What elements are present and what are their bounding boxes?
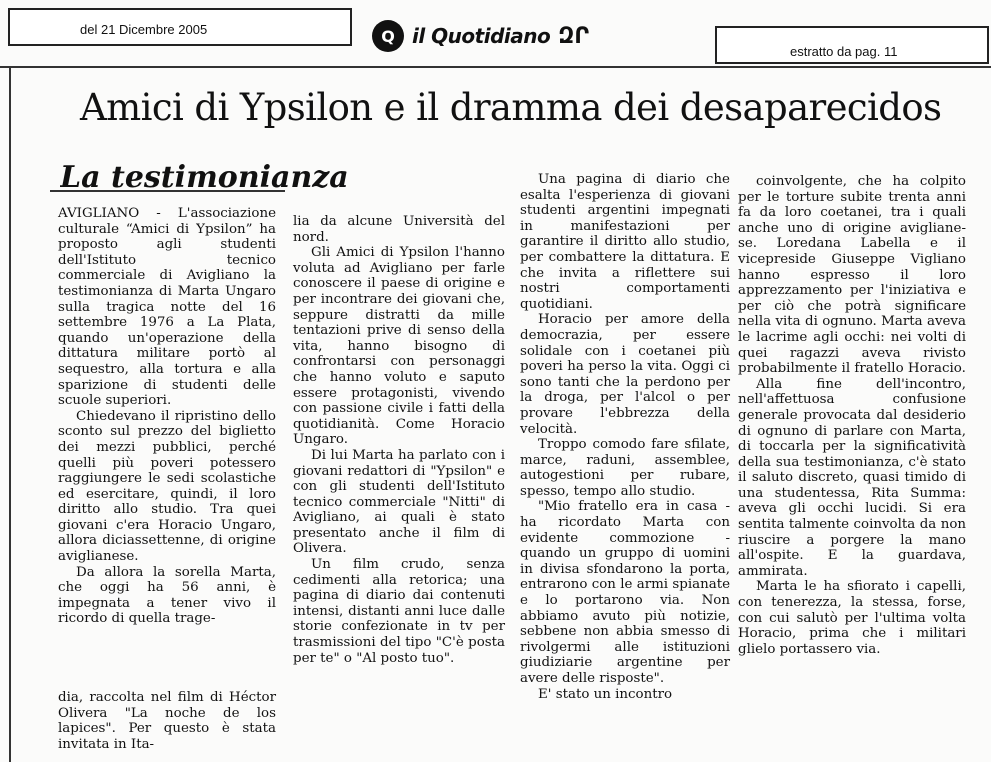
paragraph: "Mio fratello era in casa - ha ricordato Marta con evidente commozione - quando un gruppo di uomini in divisa sfondarono la porta, entrarono con le armi spianate e lo portarono via. Non abbiamo avuto più notizie, sebbene non abbia smesso di rivolgermi alle istituzioni giudiziarie argentine per avere delle risposte". [520,499,730,686]
paragraph: Da allora la sorella Marta, che oggi ha 56 anni, è impegnata a tener vivo il ricordo di quella trage- [58,564,276,627]
newspaper-logo-icon: Q [372,20,404,52]
kicker: La testimonianza [60,160,349,190]
paragraph: coinvolgente, che ha colpito per le torture subite trenta anni fa da loro coetanei, tra i quali anche uno di origine avigliane-se. Loredana Labella e il vicepreside Giuseppe Vigliano hanno espresso il loro apprezzamento per l'iniziativa e per ciò che potrà significare nella vita di ognuno. Marta aveva le lacrime agli occhi: nei volti di quei ragazzi aveva rivisto probabilmente il fratello Horacio. [738,174,966,377]
page-extract: estratto da pag. 11 [790,44,898,59]
paragraph: Una pagina di diario che esalta l'esperienza di giovani studenti argentini impegnati in manifestazioni per garantire il diritto allo studio, per combattere la dittatura. E che invita a riflettere sui nostri comportamenti quotidiani. [520,172,730,312]
headline: Amici di Ypsilon e il dramma dei desaparecidos [80,86,942,129]
column-4 [738,174,966,657]
left-rule [9,66,11,762]
paragraph: Alla fine dell'incontro, nell'affettuosa confusione generale provocata dal desiderio di ognuno di parlare con Marta, di toccarla per la significatività della sua testimonianza, c'è stato il saluto discreto, quasi timido di una studentessa, Rita Summa: aveva gli occhi lucidi. Si era sentita talmente coinvolta da non riuscire a porgere la mano all'ospite. E la guardava, ammirata. [738,376,966,579]
paragraph: Troppo comodo fare sfilate, marce, raduni, assemblee, autogestioni per rubare, spesso, tempo allo studio. [520,437,730,499]
column-1-continuation: dia, raccolta nel film di Héctor Olivera "La noche de los lapices". Per questo è stata invitata in Ita- [58,690,276,752]
paragraph: Marta le ha sfiorato i capelli, con tenerezza, la stessa, forse, con cui salutò per l'ultima volta Horacio, prima che i militari glielo portassero via. [738,579,966,657]
paragraph: Gli Amici di Ypsilon l'hanno voluta ad Avigliano per farle conoscere il paese di origine e per incontrare dei giovani che, seppure distratti da mille tentazioni prive di senso della vita, hanno bisogno di confrontarsi con personaggi che hanno voluto e saputo essere protagonisti, vivendo con passione civile i fatti della quotidianità. Come Horacio Ungaro. [293,245,505,448]
paragraph: Di lui Marta ha parlato con i giovani redattori di "Ypsilon" e con gli studenti dell'Istituto tecnico commerciale "Nitti" di Avigliano, ai quali è stato presentato anche il film di Olivera. [293,447,505,557]
publication-date: del 21 Dicembre 2005 [80,22,208,37]
masthead [372,18,589,54]
paragraph: Un film crudo, senza cedimenti alla retorica; una pagina di diario dai contenuti intensi, distanti anni luce dalle storie confezionate in tv per trasmissioni del tipo "C'è posta per te" o "Al posto tuo". [293,557,505,666]
paragraph: lia da alcune Università del nord. [293,214,505,245]
kicker-rule [50,190,285,192]
paragraph: Horacio per amore della democrazia, per essere solidale con i coetanei più poveri ha perso la vita. Oggi ci sono tanti che la perdono per la droga, per l'alcol o per provare l'ebbrezza della velocità. [520,312,730,437]
paragraph: AVIGLIANO - L'associazione culturale “Amici di Ypsilon” ha proposto agli studenti dell'Istituto tecnico commerciale di Avigliano la testimonianza di Marta Ungaro sulla tragica notte del 16 settembre 1976 a La Plata, quando un'operazione della dittatura militare portò al sequestro, alla tortura e alla sparizione di studenti delle scuole superiori. [58,206,276,409]
column-3 [520,172,730,702]
column-1 [58,206,276,627]
paragraph: Chiedevano il ripristino dello sconto sul prezzo del biglietto dei mezzi pubblici, perché quelli più poveri potessero raggiungere le sedi scolastiche ed esercitare, quindi, il loro diritto allo studio. Tra quei giovani c'era Horacio Ungaro, allora diciassettenne, di origine aviglianese. [58,408,276,565]
column-2 [293,214,505,666]
paragraph: E' stato un incontro [538,686,673,702]
newspaper-mark: ԶՐ [558,23,589,49]
newspaper-name: il Quotidiano [412,24,551,48]
top-rule [0,66,991,68]
